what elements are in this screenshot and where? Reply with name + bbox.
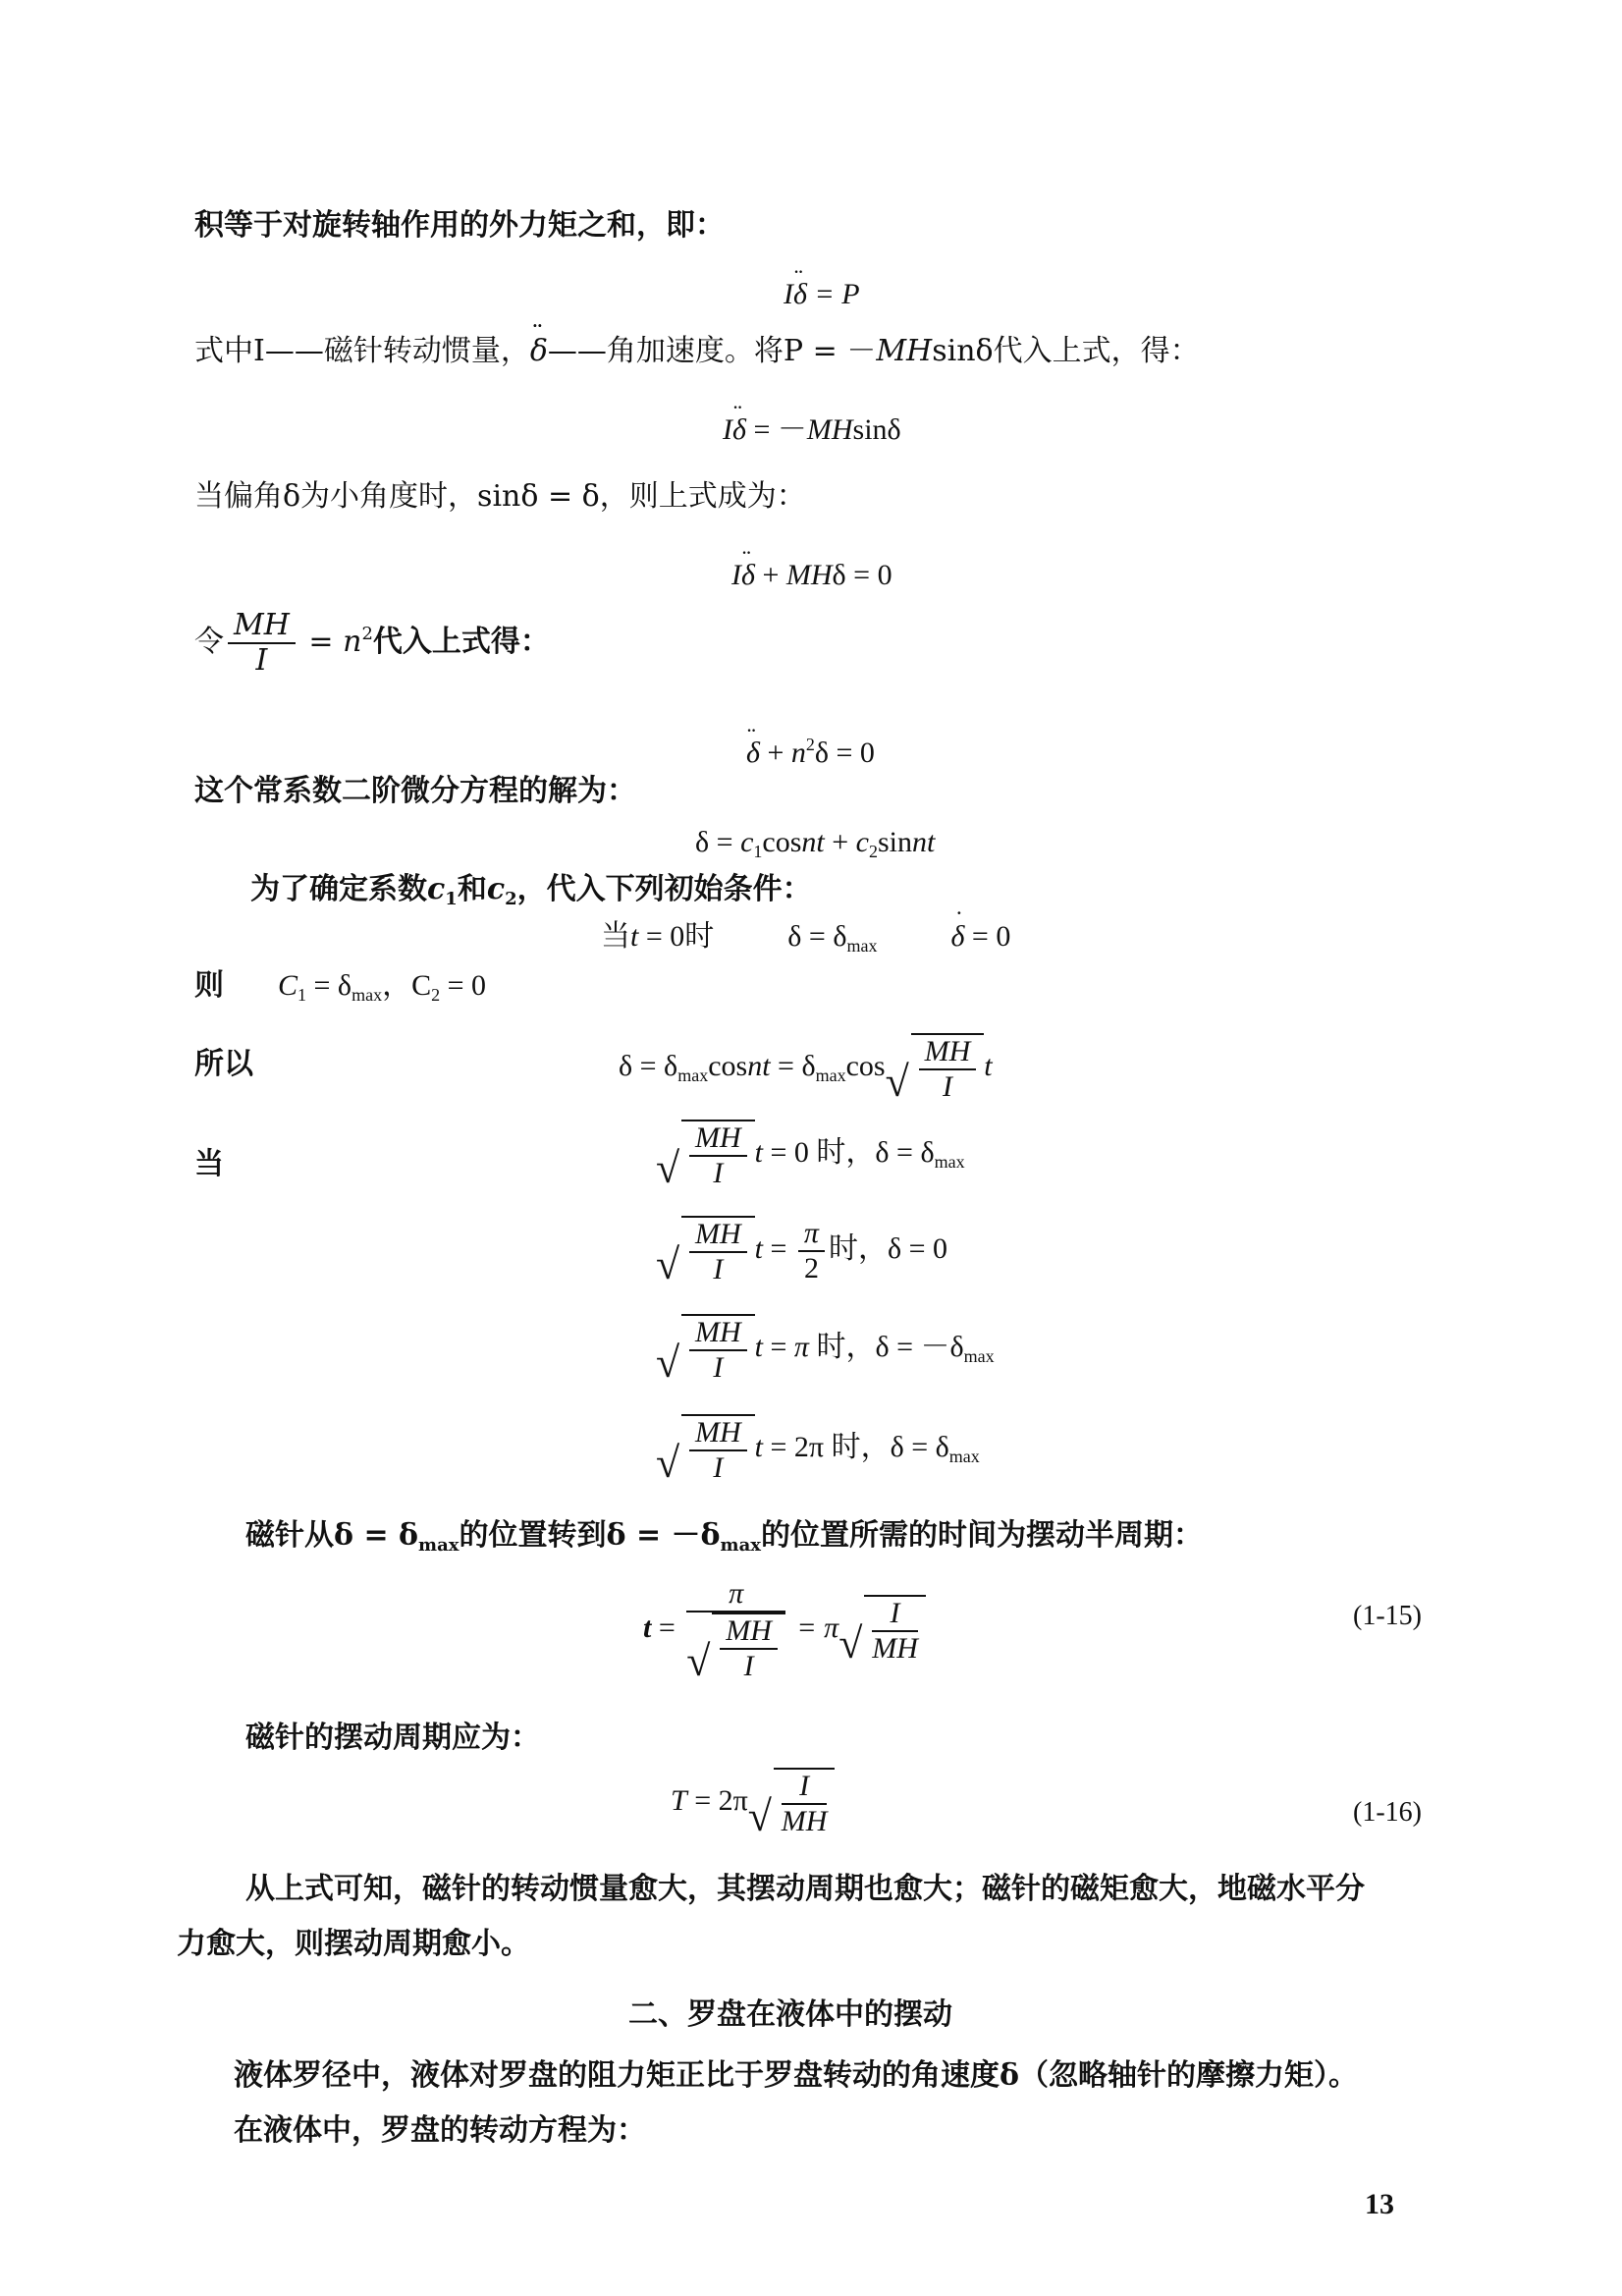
text: 代入上式得： — [372, 625, 550, 659]
eq-symbol: = — [763, 1430, 794, 1463]
fraction-numerator: I — [872, 1597, 918, 1632]
fraction-numerator: MH — [689, 1416, 747, 1451]
eq-symbol: I — [731, 559, 741, 591]
eq-symbol: = — [651, 1611, 683, 1644]
eq-symbol: nt — [912, 826, 936, 858]
case-row — [656, 1120, 965, 1190]
subscript: 1 — [445, 889, 458, 909]
eq-symbol: t — [754, 1430, 763, 1463]
eq-symbol: c — [855, 826, 869, 858]
eq-symbol: t — [984, 1049, 993, 1082]
text: sinδ代入上式，得： — [932, 334, 1200, 368]
eq-symbol: MH — [876, 334, 933, 368]
text: 为了确定系数 — [250, 872, 427, 906]
eq-symbol: = 2π — [686, 1783, 748, 1817]
fraction — [782, 1770, 828, 1838]
eq-symbol: c — [427, 872, 446, 906]
eq-symbol: MH — [785, 559, 833, 591]
text: 时， — [828, 1231, 888, 1265]
fraction-numerator: π — [798, 1217, 825, 1252]
initial-conditions — [601, 917, 1010, 965]
text: 当 — [601, 920, 630, 953]
solution-intro: 这个常系数二阶微分方程的解为： — [194, 774, 636, 808]
fraction-numerator: MH — [720, 1614, 778, 1650]
definition-line — [194, 332, 1200, 371]
eq-symbol: nt — [801, 826, 825, 858]
superscript: 2 — [361, 624, 373, 644]
small-angle-text: 当偏角δ为小角度时，sinδ = δ，则上式成为： — [194, 479, 806, 514]
eq-symbol: = P — [814, 278, 860, 310]
subscript: max — [963, 1345, 995, 1366]
eq-symbol: ¨ δ — [732, 410, 746, 450]
eq-symbol: + — [759, 737, 791, 769]
conclusion-line-1: 从上式可知，磁针的转动惯量愈大，其摆动周期也愈大；磁针的磁矩愈大，地磁水平分 — [245, 1872, 1365, 1906]
fraction — [720, 1614, 778, 1683]
subscript: 1 — [753, 842, 763, 861]
eq-symbol: 2π — [793, 1430, 825, 1463]
text: 的位置转到δ = －δ — [459, 1518, 721, 1553]
fraction — [872, 1597, 918, 1666]
superscript: 2 — [805, 735, 815, 754]
text: = — [298, 625, 344, 659]
eq-symbol: t — [754, 1231, 763, 1265]
eq-symbol: = － — [753, 413, 807, 446]
eq-symbol: nt — [747, 1049, 771, 1082]
half-period-line — [245, 1516, 1203, 1565]
subscript: 2 — [868, 842, 878, 861]
eq-symbol: ，C — [382, 969, 432, 1002]
period-intro: 磁针的摆动周期应为： — [245, 1721, 540, 1755]
subscript: 1 — [297, 985, 307, 1005]
eq-symbol: = δ — [770, 1049, 816, 1082]
subscript: max — [815, 1065, 846, 1085]
eq-symbol: = δ — [306, 969, 352, 1002]
when-label: 当 — [194, 1147, 224, 1181]
eq-symbol: = — [763, 1330, 794, 1363]
fraction — [686, 1577, 785, 1683]
eq-symbol: 0 — [793, 1135, 809, 1169]
fraction — [798, 1217, 825, 1285]
eq-symbol: I — [723, 413, 732, 446]
equation-period — [671, 1768, 835, 1838]
therefore-label: 所以 — [194, 1047, 253, 1081]
fraction — [689, 1218, 747, 1286]
fraction-denominator: I — [713, 1157, 724, 1189]
eq-symbol: δ = δ — [890, 1430, 949, 1463]
liquid-line-2: 在液体中，罗盘的转动方程为： — [234, 2113, 646, 2148]
eq-symbol: ¨ δ — [793, 275, 807, 314]
equation-motion — [784, 275, 860, 314]
fraction — [689, 1316, 747, 1385]
subscript: max — [351, 985, 383, 1005]
then-label: 则 — [194, 968, 224, 1003]
eq-symbol: cos — [845, 1049, 886, 1082]
equation-4 — [746, 725, 875, 773]
fraction-denominator: I — [713, 1351, 724, 1384]
text: 时， — [808, 1135, 876, 1169]
text: = 0时 — [638, 920, 715, 953]
initial-condition-intro — [250, 870, 812, 919]
eq-symbol: = π — [788, 1611, 839, 1644]
eq-symbol: + — [754, 559, 786, 591]
equation-half-period — [643, 1577, 926, 1683]
eq-symbol: + — [824, 826, 856, 858]
eq-symbol: = — [763, 1231, 794, 1265]
liquid-line-1: 液体罗径中，液体对罗盘的阻力矩正比于罗盘转动的角速度δ（忽略轴针的摩擦力矩）。 — [234, 2058, 1359, 2093]
eq-symbol: n — [343, 625, 362, 659]
let-line — [194, 609, 550, 678]
eq-symbol: = 0 — [440, 969, 487, 1002]
eq-symbol: = — [763, 1135, 794, 1169]
subscript: max — [948, 1446, 980, 1466]
fraction-numerator: π — [686, 1577, 785, 1613]
eq-symbol: I — [784, 278, 793, 310]
text: ——角加速度。将P = － — [547, 334, 877, 368]
eq-symbol: n — [790, 737, 806, 769]
eq-symbol: δ = 0 — [832, 559, 892, 591]
eq-symbol: ¨ δ — [746, 734, 760, 773]
then-equation — [278, 966, 486, 1014]
subscript: max — [846, 936, 878, 956]
subscript: max — [720, 1535, 761, 1556]
eq-symbol: sin — [877, 826, 912, 858]
fraction — [689, 1416, 747, 1485]
eq-symbol: t — [754, 1330, 763, 1363]
fraction-denominator: MH — [781, 1805, 828, 1837]
eq-symbol: C — [278, 969, 298, 1002]
fraction-denominator: I — [713, 1253, 724, 1285]
eq-symbol: δ = δ — [619, 1049, 678, 1082]
fraction — [228, 609, 296, 678]
eq-symbol: ¨ δ — [741, 556, 755, 595]
eq-symbol: δ = δ — [875, 1135, 935, 1169]
equation-number: (1-16) — [1353, 1797, 1422, 1828]
eq-symbol: T — [671, 1783, 687, 1817]
eq-symbol: t — [754, 1135, 763, 1169]
fraction — [919, 1035, 977, 1104]
fraction-denominator: MH — [872, 1632, 918, 1665]
fraction-denominator: I — [713, 1451, 724, 1484]
conclusion-line-2: 力愈大，则摆动周期愈小。 — [177, 1927, 530, 1961]
equation-number: (1-15) — [1353, 1601, 1422, 1631]
section-title: 二、罗盘在液体中的摆动 — [628, 1997, 952, 2032]
text: 磁针从δ = δ — [245, 1518, 419, 1553]
square-root: √ $\frac{MH}{I}$ — [886, 1033, 985, 1104]
fraction-denominator: 2 — [803, 1252, 819, 1285]
eq-symbol: δ = 0 — [887, 1231, 948, 1265]
square-root: √ $\frac{MH}{I}$ — [656, 1216, 755, 1286]
text: 时， — [808, 1330, 876, 1363]
text: 的位置所需的时间为摆动半周期： — [761, 1518, 1203, 1553]
fraction-denominator: I — [743, 1650, 754, 1682]
subscript: max — [934, 1151, 965, 1172]
eq-symbol: ¨ δ — [530, 332, 548, 371]
intro-text: 积等于对旋转轴作用的外力矩之和，即： — [194, 208, 725, 243]
text: 时， — [824, 1430, 891, 1463]
case-row — [656, 1414, 980, 1485]
eq-symbol: δ = －δ — [875, 1330, 964, 1363]
fraction-numerator: MH — [228, 609, 296, 644]
square-root: √ $\frac{MH}{I}$ — [656, 1314, 755, 1385]
equation-2 — [723, 410, 901, 450]
eq-symbol: = 0 — [964, 920, 1011, 953]
subscript: max — [418, 1535, 460, 1556]
square-root: √ $\frac{I}{MH}$ — [838, 1595, 926, 1666]
subscript: max — [677, 1065, 709, 1085]
equation-3 — [731, 556, 892, 595]
text: 式中I——磁针转动惯量， — [194, 334, 530, 368]
eq-symbol: c — [740, 826, 754, 858]
fraction-numerator: MH — [689, 1121, 747, 1157]
square-root: √ $\frac{MH}{I}$ — [656, 1120, 755, 1190]
case-row — [656, 1216, 947, 1286]
subscript: 2 — [505, 889, 517, 909]
eq-symbol: ˙ δ — [950, 917, 964, 957]
square-root: √ $\frac{MH}{I}$ — [686, 1613, 785, 1683]
fraction-numerator: MH — [689, 1218, 747, 1253]
text: ，代入下列初始条件： — [516, 872, 812, 906]
eq-symbol: MH — [806, 413, 853, 446]
case-row — [656, 1314, 995, 1385]
text: 令 — [194, 625, 224, 659]
square-root: √ $\frac{MH}{I}$ — [656, 1414, 755, 1485]
square-root: √ $\frac{I}{MH}$ — [748, 1768, 836, 1838]
fraction-numerator: MH — [689, 1316, 747, 1351]
text: 和 — [457, 872, 487, 906]
fraction — [689, 1121, 747, 1190]
eq-symbol: c — [486, 872, 506, 906]
fraction-numerator: MH — [919, 1035, 977, 1070]
eq-symbol: δ = — [695, 826, 741, 858]
eq-symbol: δ = 0 — [814, 737, 875, 769]
page-number: 13 — [1365, 2188, 1394, 2220]
eq-symbol: δ = δ — [787, 920, 847, 953]
fraction-denominator: I — [942, 1070, 952, 1103]
eq-symbol: cos — [708, 1049, 748, 1082]
eq-symbol: π — [793, 1330, 809, 1363]
subscript: 2 — [431, 985, 441, 1005]
eq-symbol: t — [630, 920, 639, 953]
therefore-equation — [619, 1033, 993, 1104]
equation-5 — [695, 823, 935, 871]
eq-symbol: cos — [762, 826, 802, 858]
fraction-numerator: I — [782, 1770, 828, 1805]
eq-symbol: sinδ — [852, 413, 901, 446]
eq-symbol: t — [643, 1611, 652, 1644]
fraction-denominator: I — [255, 643, 268, 678]
